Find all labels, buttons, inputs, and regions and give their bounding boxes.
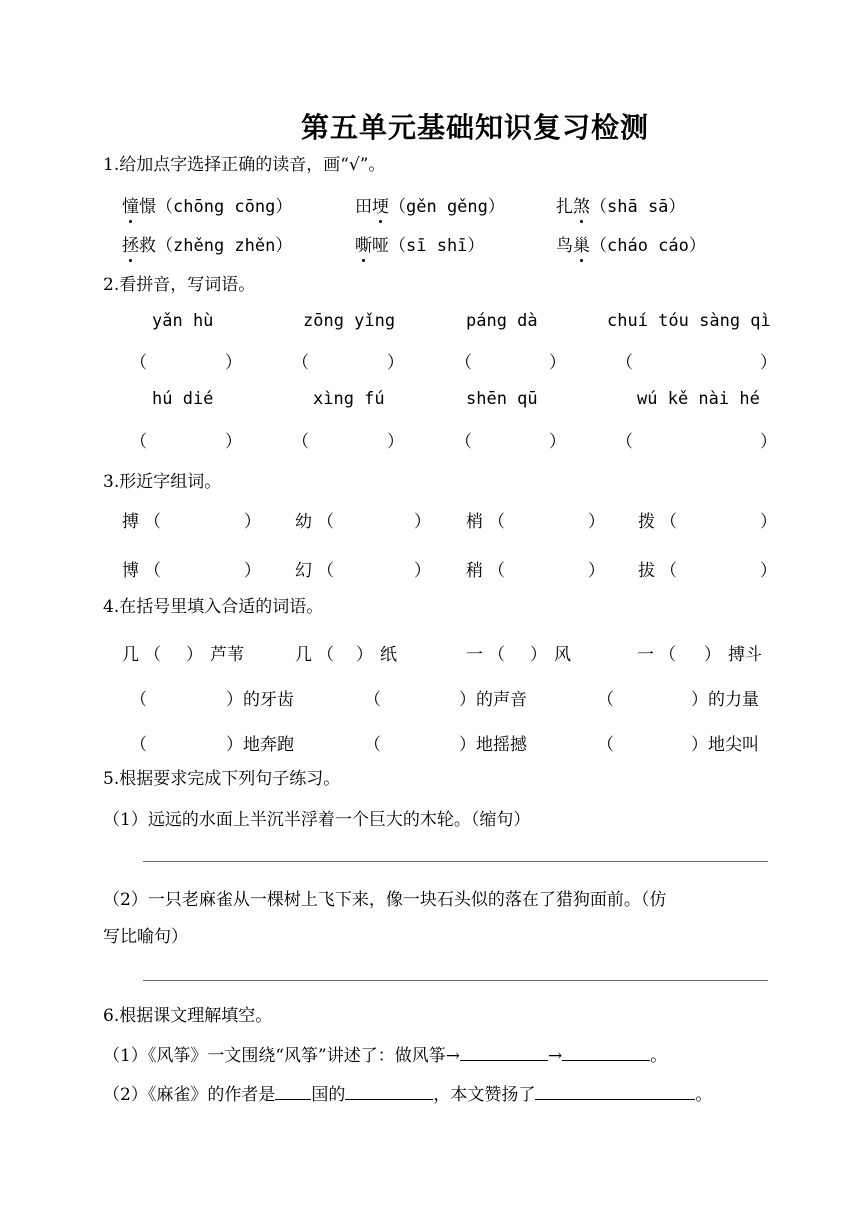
sentence-5-2-line1: （2）一只老麻雀从一棵树上飞下来，像一块石头似的落在了猎狗面前。（仿 — [103, 890, 667, 910]
period: 。 — [650, 1046, 668, 1066]
pinyin-prompt: shēn qū — [466, 389, 538, 409]
pinyin-prompt: xìng fú — [313, 389, 385, 409]
measure-word-prefix: 几 — [122, 645, 139, 665]
answer-paren-open[interactable]: （ — [455, 432, 472, 452]
word-char: 埂 — [372, 197, 389, 217]
answer-paren-close[interactable]: ） — [691, 735, 708, 755]
word-char: 扎 — [556, 197, 573, 217]
answer-paren-open[interactable]: （ — [292, 353, 309, 373]
question-5-prompt: 5.根据要求完成下列句子练习。 — [103, 769, 341, 789]
answer-paren-open[interactable]: （ — [130, 432, 147, 452]
answer-paren-open[interactable]: （ — [144, 645, 161, 665]
answer-paren-close[interactable]: ） — [530, 645, 547, 665]
phrase-suffix: 地尖叫 — [708, 735, 759, 755]
similar-char: 梢 — [466, 512, 483, 532]
pinyin-choice-item — [355, 192, 505, 217]
similar-char: 拔 — [638, 561, 655, 581]
answer-paren-open[interactable]: （ — [130, 735, 147, 755]
measure-word-suffix: 风 — [554, 645, 571, 665]
answer-line-5-1[interactable] — [143, 861, 768, 862]
answer-paren-close[interactable]: ） — [226, 735, 243, 755]
answer-paren-close[interactable]: ） — [225, 353, 242, 373]
sentence-5-2-line2: 写比喻句） — [103, 927, 188, 947]
measure-word-suffix: 纸 — [380, 645, 397, 665]
answer-paren-open[interactable]: （ — [488, 561, 505, 581]
sentence-5-1: （1）远远的水面上半沉半浮着一个巨大的木轮。（缩句） — [103, 810, 531, 830]
answer-paren-close[interactable]: ） — [588, 512, 605, 532]
answer-paren-close[interactable]: ） — [225, 432, 242, 452]
pinyin-choice-item — [122, 231, 292, 256]
word-char: 巢 — [573, 236, 590, 256]
word-char: 憬 — [139, 197, 156, 217]
phrase-suffix: 的力量 — [708, 690, 759, 710]
answer-paren-close[interactable]: ） — [459, 690, 476, 710]
answer-paren-open[interactable]: （ — [488, 645, 505, 665]
question-2-prompt: 2.看拼音，写词语。 — [103, 275, 256, 295]
question-1-prompt: 1.给加点字选择正确的读音，画“√”。 — [103, 155, 386, 175]
answer-paren-open[interactable]: （ — [144, 561, 161, 581]
word-char: 憧 — [122, 197, 139, 217]
pronunciation-options[interactable]: （shā sā） — [590, 197, 686, 217]
phrase-suffix: 地奔跑 — [243, 735, 294, 755]
answer-paren-close[interactable]: ） — [459, 735, 476, 755]
pinyin-choice-item — [556, 231, 706, 256]
phrase-suffix: 地摇撼 — [476, 735, 527, 755]
similar-char: 稍 — [466, 561, 483, 581]
answer-paren-open[interactable]: （ — [455, 353, 472, 373]
answer-paren-close[interactable]: ） — [414, 512, 431, 532]
word-char: 鸟 — [556, 236, 573, 256]
pronunciation-options[interactable]: （gěn gěng） — [389, 197, 505, 217]
answer-paren-close[interactable]: ） — [691, 690, 708, 710]
similar-char: 博 — [122, 561, 139, 581]
answer-paren-close[interactable]: ） — [704, 645, 721, 665]
pinyin-choice-item — [122, 192, 292, 217]
answer-paren-open[interactable]: （ — [130, 690, 147, 710]
sentence-6-2-mid2: ，本文赞扬了 — [433, 1085, 536, 1105]
sentence-6-2 — [103, 1080, 712, 1105]
answer-paren-close[interactable]: ） — [760, 561, 777, 581]
arrow-2: → — [547, 1046, 563, 1066]
pinyin-choice-item — [355, 231, 484, 256]
answer-paren-open[interactable]: （ — [317, 645, 334, 665]
answer-paren-close[interactable]: ） — [244, 512, 261, 532]
blank-6-2b[interactable] — [345, 1084, 433, 1100]
answer-paren-open[interactable]: （ — [488, 512, 505, 532]
answer-paren-open[interactable]: （ — [317, 561, 334, 581]
question-3-prompt: 3.形近字组词。 — [103, 472, 222, 492]
pronunciation-options[interactable]: （sī shī） — [389, 236, 485, 256]
answer-paren-close[interactable]: ） — [760, 353, 777, 373]
answer-paren-close[interactable]: ） — [226, 690, 243, 710]
word-char: 哑 — [372, 236, 389, 256]
pinyin-prompt: chuí tóu sàng qì — [607, 311, 771, 331]
answer-paren-close[interactable]: ） — [760, 432, 777, 452]
similar-char: 拨 — [638, 512, 655, 532]
phrase-suffix: 的声音 — [476, 690, 527, 710]
measure-word-prefix: 几 — [295, 645, 312, 665]
pinyin-prompt: páng dà — [466, 311, 538, 331]
answer-paren-open[interactable]: （ — [364, 735, 381, 755]
pronunciation-options[interactable]: （zhěng zhěn） — [156, 236, 293, 256]
answer-paren-close[interactable]: ） — [244, 561, 261, 581]
word-char: 嘶 — [355, 236, 372, 256]
answer-paren-close[interactable]: ） — [549, 432, 566, 452]
answer-line-5-2[interactable] — [143, 980, 768, 981]
question-6-prompt: 6.根据课文理解填空。 — [103, 1006, 273, 1026]
word-char: 拯 — [122, 236, 139, 256]
blank-6-1b[interactable] — [562, 1045, 650, 1061]
blank-6-2c[interactable] — [535, 1084, 695, 1100]
answer-paren-open[interactable]: （ — [616, 353, 633, 373]
pinyin-prompt: yǎn hù — [152, 311, 214, 331]
measure-word-prefix: 一 — [637, 645, 654, 665]
answer-paren-close[interactable]: ） — [186, 645, 203, 665]
answer-paren-close[interactable]: ） — [387, 432, 404, 452]
blank-6-2a[interactable] — [275, 1084, 311, 1100]
phrase-suffix: 的牙齿 — [243, 690, 294, 710]
pinyin-prompt: hú dié — [152, 389, 214, 409]
answer-paren-close[interactable]: ） — [549, 353, 566, 373]
answer-paren-open[interactable]: （ — [660, 561, 677, 581]
answer-paren-open[interactable]: （ — [144, 512, 161, 532]
answer-paren-open[interactable]: （ — [597, 690, 614, 710]
answer-paren-open[interactable]: （ — [317, 512, 334, 532]
answer-paren-close[interactable]: ） — [356, 645, 373, 665]
answer-paren-open[interactable]: （ — [597, 735, 614, 755]
answer-paren-open[interactable]: （ — [364, 690, 381, 710]
arrow-1: → — [445, 1046, 460, 1066]
blank-6-1a[interactable] — [460, 1045, 548, 1061]
answer-paren-open[interactable]: （ — [130, 353, 147, 373]
similar-char: 幼 — [295, 512, 312, 532]
similar-char: 幻 — [295, 561, 312, 581]
word-char: 煞 — [573, 197, 590, 217]
sentence-6-2-text: （2）《麻雀》的作者是 — [103, 1085, 276, 1105]
pronunciation-options[interactable]: （chōng cōng） — [156, 197, 293, 217]
pinyin-choice-item — [556, 192, 685, 217]
sentence-6-1 — [103, 1041, 667, 1066]
answer-paren-open[interactable]: （ — [616, 432, 633, 452]
answer-paren-close[interactable]: ） — [414, 561, 431, 581]
answer-paren-open[interactable]: （ — [659, 645, 676, 665]
measure-word-suffix: 搏斗 — [728, 645, 762, 665]
pinyin-prompt: zōng yǐng — [303, 311, 396, 331]
sentence-6-2-mid1: 国的 — [311, 1085, 346, 1105]
period: 。 — [695, 1085, 713, 1105]
answer-paren-close[interactable]: ） — [387, 353, 404, 373]
answer-paren-close[interactable]: ） — [760, 512, 777, 532]
page-title: 第五单元基础知识复习检测 — [300, 111, 649, 144]
answer-paren-open[interactable]: （ — [292, 432, 309, 452]
word-char: 田 — [355, 197, 372, 217]
measure-word-suffix: 芦苇 — [210, 645, 244, 665]
answer-paren-open[interactable]: （ — [660, 512, 677, 532]
sentence-6-1-text: （1）《风筝》一文围绕“风筝”讲述了：做风筝 — [103, 1046, 446, 1066]
question-4-prompt: 4.在括号里填入合适的词语。 — [103, 597, 324, 617]
similar-char: 搏 — [122, 512, 139, 532]
measure-word-prefix: 一 — [466, 645, 483, 665]
pronunciation-options[interactable]: （cháo cáo） — [590, 236, 706, 256]
answer-paren-close[interactable]: ） — [588, 561, 605, 581]
word-char: 救 — [139, 236, 156, 256]
pinyin-prompt: wú kě nài hé — [637, 389, 760, 409]
